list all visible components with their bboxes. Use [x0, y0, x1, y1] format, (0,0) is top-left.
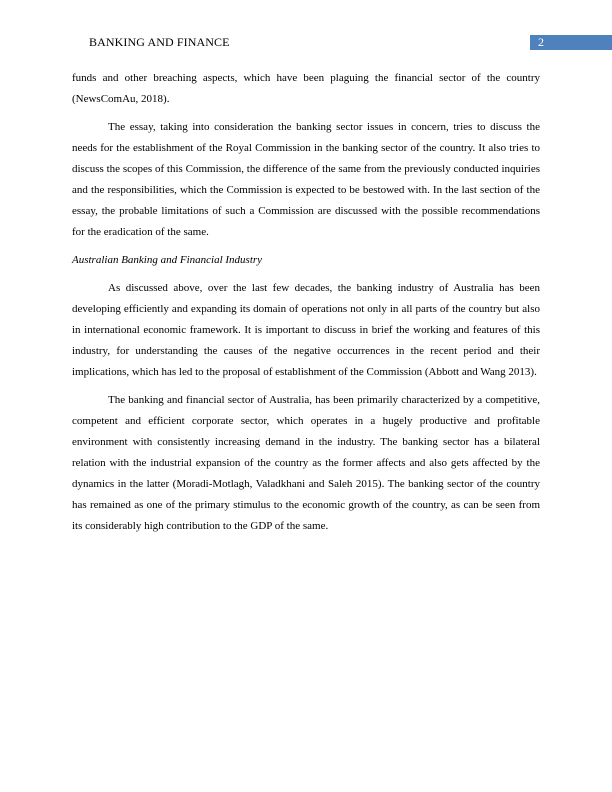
page-number-badge [530, 35, 612, 50]
paragraph-industry-development: As discussed above, over the last few decades, the banking industry of Australia has been developing efficiently and expanding its domain of operations not only in all parts of the country but also in international economic framework. It is important to discuss in brief the working and features of this industry, for understanding the causes of the negative occurrences in the recent period and their implications, which has led to the proposal of establishment of the Commission (Abbott and Wang 2013). [72, 282, 540, 378]
paragraph-sector-characteristics: The banking and financial sector of Australia, has been primarily characterized by a competitive, competent and efficient corporate sector, which operates in a hugely productive and profitable environment with consistently increasing demand in the industry. The banking sector has a bilateral relation with the industrial expansion of the country as the former affects and also gets affected by the dynamics in the latter (Moradi-Motlagh, Valadkhani and Saleh 2015). The banking sector of the country has remained as one of the primary stimulus to the economic growth of the country, as can be seen from its considerably high contribution to the GDP of the same. [72, 394, 540, 532]
section-heading: Australian Banking and Financial Industry [72, 254, 263, 266]
page-number: 2 [538, 35, 544, 49]
document-body [72, 68, 540, 544]
paragraph-essay-overview: The essay, taking into consideration the banking sector issues in concern, tries to discuss the needs for the establishment of the Royal Commission in the banking sector of the country. It also tries to discuss the scopes of this Commission, the difference of the same from the previously conducted inquiries and the responsibilities, which the Commission is expected to be bestowed with. In the last section of the essay, the probable limitations of such a Commission are discussed with the possible recommendations for the eradication of the same. [72, 121, 540, 238]
paragraph-continuation: funds and other breaching aspects, which have been plaguing the financial sector of the country (NewsComAu, 2018). [72, 72, 540, 105]
running-header-title: BANKING AND FINANCE [89, 35, 230, 49]
